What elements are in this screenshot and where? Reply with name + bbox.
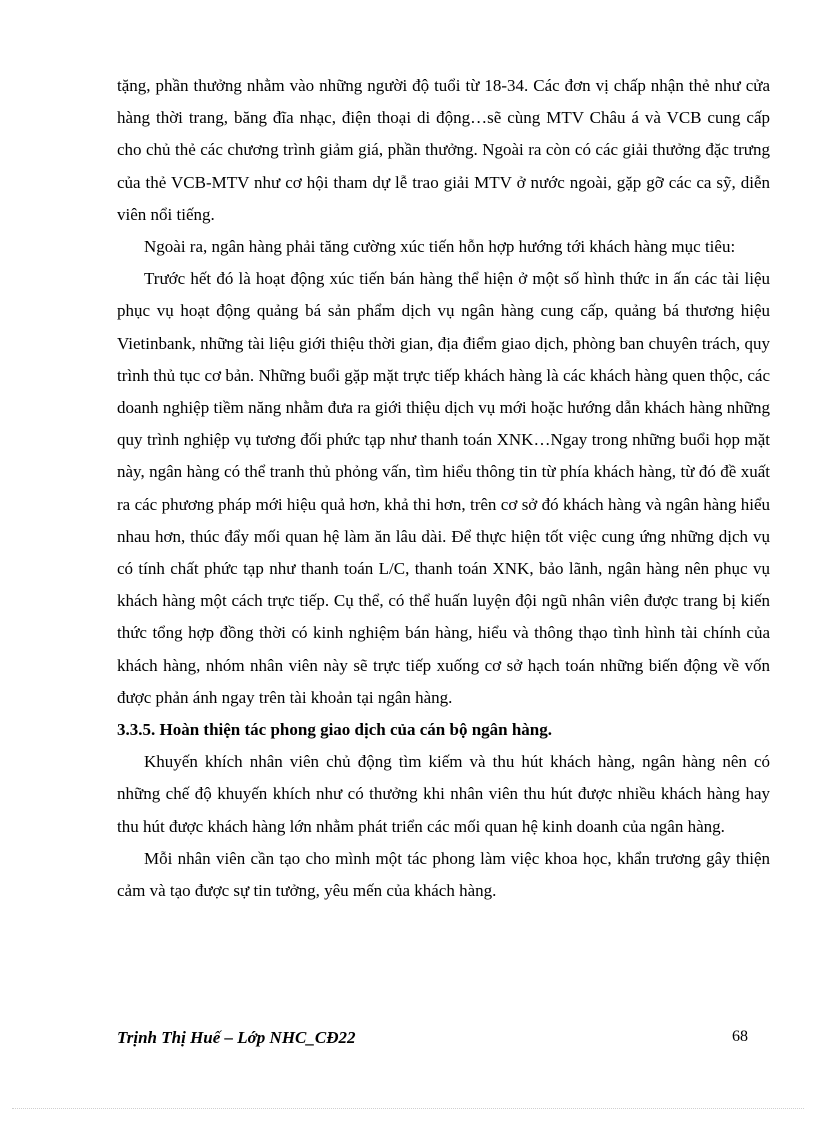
section-heading: 3.3.5. Hoàn thiện tác phong giao dịch của cán bộ ngân hàng.: [117, 720, 553, 740]
body-paragraph-3: Trước hết đó là hoạt động xúc tiến bán hàng thể hiện ở một số hình thức in ấn các tài liệu phục vụ hoạt động quảng bá sản phẩm dịch vụ ngân hàng cung cấp, quảng bá thương hiệu Vietinbank, những tài liệu giới thiệu thời gian, địa điểm giao dịch, phòng ban chuyên trách, quy trình thủ tục cơ bản. Những buổi gặp mặt trực tiếp khách hàng là các khách hàng quen thộc, các doanh nghiệp tiềm năng nhằm đưa ra giới thiệu dịch vụ mới hoặc hướng dẫn khách hàng những quy trình nghiệp vụ tương đối phức tạp như thanh toán XNK…Ngay trong những buổi họp mặt này, ngân hàng có thể tranh thủ phỏng vấn, tìm hiểu thông tin từ phía khách hàng, từ đó đề xuất ra các phương pháp mới hiệu quả hơn, khả thi hơn, trên cơ sở đó khách hàng và ngân hàng hiểu nhau hơn, thúc đẩy mối quan hệ làm ăn lâu dài. Để thực hiện tốt việc cung ứng những dịch vụ có tính chất phức tạp như thanh toán L/C, thanh toán XNK, bảo lãnh, ngân hàng nên phục vụ khách hàng một cách trực tiếp. Cụ thể, có thể huấn luyện đội ngũ nhân viên được trang bị kiến thức tổng hợp đồng thời có kinh nghiệm bán hàng, hiểu và thông thạo tình hình tài chính của khách hàng, nhóm nhân viên này sẽ trực tiếp xuống cơ sở hạch toán những biến động về vốn được phản ánh ngay trên tài khoản tại ngân hàng.: [117, 269, 770, 707]
page-footer: [117, 1028, 770, 1056]
page-body: [117, 70, 770, 907]
page-number: 68: [732, 1028, 748, 1045]
body-paragraph-1: tặng, phần thưởng nhằm vào những người độ tuổi từ 18-34. Các đơn vị chấp nhận thẻ như cửa hàng thời trang, băng đĩa nhạc, điện thoại di động…sẽ cùng MTV Châu á và VCB cung cấp cho chủ thẻ các chương trình giảm giá, phần thưởng. Ngoài ra còn có các giải thưởng đặc trưng của thẻ VCB-MTV như cơ hội tham dự lễ trao giải MTV ở nước ngoài, gặp gỡ các ca sỹ, diễn viên nổi tiếng.: [117, 76, 770, 224]
footer-author: Trịnh Thị Huế – Lớp NHC_CĐ22: [117, 1028, 356, 1047]
body-paragraph-2: Ngoài ra, ngân hàng phải tăng cường xúc tiến hỗn hợp hướng tới khách hàng mục tiêu:: [144, 237, 736, 257]
page-bottom-divider: [12, 1108, 804, 1109]
section-paragraph-1: Khuyến khích nhân viên chủ động tìm kiếm và thu hút khách hàng, ngân hàng nên có những chế độ khuyến khích như có thưởng khi nhân viên thu hút được nhiều khách hàng hay thu hút được khách hàng lớn nhằm phát triển các mối quan hệ kinh doanh của ngân hàng.: [117, 752, 770, 836]
section-paragraph-2: Mỗi nhân viên cần tạo cho mình một tác phong làm việc khoa học, khẩn trương gây thiện cảm và tạo được sự tin tưởng, yêu mến của khách hàng.: [117, 848, 770, 901]
